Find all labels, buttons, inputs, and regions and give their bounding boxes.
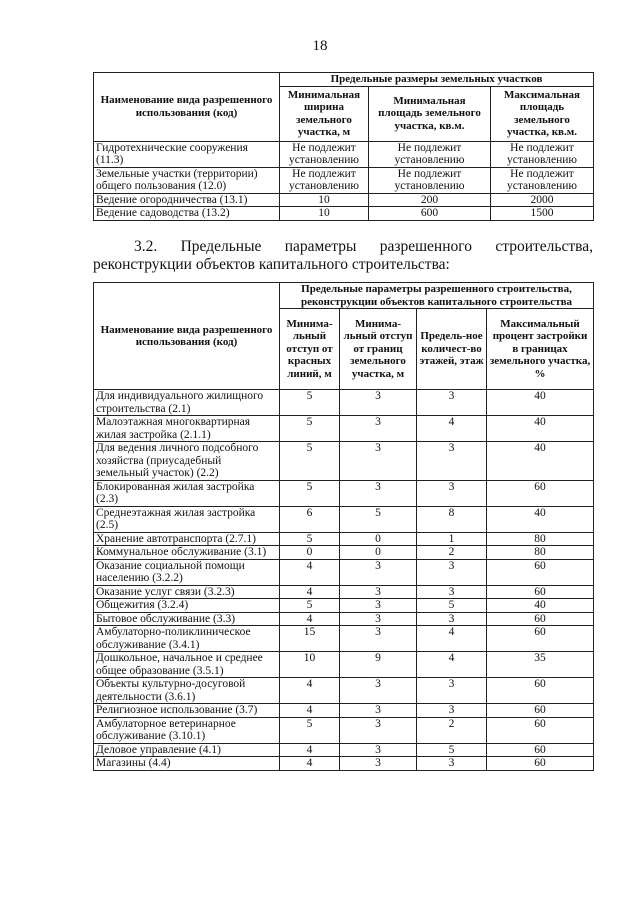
value-cell: 5 [417, 599, 487, 613]
table-row [94, 757, 594, 771]
value-cell: 60 [487, 757, 594, 771]
value-cell: 3 [417, 442, 487, 481]
construction-parameters-table [93, 282, 594, 771]
value-cell: 5 [280, 480, 340, 506]
value-cell: 40 [487, 599, 594, 613]
value-cell: 60 [487, 480, 594, 506]
value-cell: 9 [340, 652, 417, 678]
value-cell: 3 [340, 757, 417, 771]
table-row [94, 506, 594, 532]
paragraph-line: реконструкции объектов капитального строительства: [93, 256, 450, 273]
value-cell: 40 [487, 442, 594, 481]
row-name-cell: Магазины (4.4) [94, 757, 280, 771]
value-cell: 5 [280, 717, 340, 743]
value-cell: 80 [487, 532, 594, 546]
value-cell: 3 [417, 612, 487, 626]
table-row [94, 480, 594, 506]
value-cell: 1 [417, 532, 487, 546]
table-row [94, 559, 594, 585]
table-row [94, 532, 594, 546]
value-cell: 3 [340, 416, 417, 442]
value-cell: 4 [417, 652, 487, 678]
table1-name-header: Наименование вида разрешенного использования (код) [94, 73, 280, 142]
value-cell: 4 [280, 678, 340, 704]
table2-col-header: Предель-ное количест-во этажей, этаж [417, 309, 487, 390]
value-cell: 3 [417, 480, 487, 506]
paragraph-word: строительства, [495, 238, 593, 255]
value-cell: 5 [417, 743, 487, 757]
table-row [94, 546, 594, 560]
value-cell: 2 [417, 717, 487, 743]
value-cell: 3 [417, 678, 487, 704]
row-name-cell: Амбулаторно-поликлиническое обслуживание (3.4.1) [94, 626, 280, 652]
value-cell: 10 [280, 207, 369, 221]
table-row [94, 585, 594, 599]
table-row [94, 167, 594, 193]
value-cell: 4 [280, 559, 340, 585]
row-name-cell: Религиозное использование (3.7) [94, 704, 280, 718]
value-cell: 35 [487, 652, 594, 678]
table-row [94, 612, 594, 626]
value-cell: 2 [417, 546, 487, 560]
value-cell: 3 [340, 717, 417, 743]
table-row [94, 416, 594, 442]
value-cell: 600 [369, 207, 491, 221]
value-cell: 60 [487, 612, 594, 626]
value-cell: 60 [487, 717, 594, 743]
value-cell: 6 [280, 506, 340, 532]
table2-name-header: Наименование вида разрешенного использования (код) [94, 283, 280, 390]
table-row [94, 743, 594, 757]
row-name-cell: Земельные участки (территории) общего пользования (12.0) [94, 167, 280, 193]
value-cell: Не подлежит установлению [280, 141, 369, 167]
row-name-cell: Оказание социальной помощи населению (3.2.2) [94, 559, 280, 585]
value-cell: 5 [280, 442, 340, 481]
table-row [94, 626, 594, 652]
paragraph-word: параметры [284, 238, 357, 255]
value-cell: 0 [280, 546, 340, 560]
row-name-cell: Объекты культурно-досуговой деятельности (3.6.1) [94, 678, 280, 704]
row-name-cell: Оказание услуг связи (3.2.3) [94, 585, 280, 599]
table1-col-header: Минимальная площадь земельного участка, кв.м. [369, 86, 491, 141]
value-cell: 10 [280, 652, 340, 678]
value-cell: 200 [369, 193, 491, 207]
value-cell: 3 [340, 442, 417, 481]
row-name-cell: Среднеэтажная жилая застройка (2.5) [94, 506, 280, 532]
row-name-cell: Бытовое обслуживание (3.3) [94, 612, 280, 626]
table-row [94, 141, 594, 167]
value-cell: 4 [280, 757, 340, 771]
paragraph-word: 3.2. [134, 238, 158, 255]
section-paragraph [93, 238, 593, 274]
value-cell: 0 [340, 532, 417, 546]
value-cell: 3 [340, 678, 417, 704]
value-cell: 3 [417, 757, 487, 771]
table2-col-header: Максимальный процент застройки в границах земельного участка, % [487, 309, 594, 390]
value-cell: 40 [487, 416, 594, 442]
paragraph-word: Предельные [180, 238, 262, 255]
row-name-cell: Гидротехнические сооружения (11.3) [94, 141, 280, 167]
table-row [94, 193, 594, 207]
value-cell: 3 [340, 559, 417, 585]
row-name-cell: Малоэтажная многоквартирная жилая застройка (2.1.1) [94, 416, 280, 442]
row-name-cell: Ведение садоводства (13.2) [94, 207, 280, 221]
value-cell: 5 [340, 506, 417, 532]
paragraph-word: разрешенного [379, 238, 472, 255]
table-row [94, 442, 594, 481]
value-cell: 3 [340, 599, 417, 613]
value-cell: 3 [340, 390, 417, 416]
value-cell: 3 [417, 585, 487, 599]
value-cell: 4 [280, 743, 340, 757]
value-cell: 40 [487, 390, 594, 416]
value-cell: 4 [280, 704, 340, 718]
value-cell: 2000 [491, 193, 594, 207]
table1-col-header: Минимальная ширина земельного участка, м [280, 86, 369, 141]
value-cell: Не подлежит установлению [280, 167, 369, 193]
value-cell: 15 [280, 626, 340, 652]
value-cell: 40 [487, 506, 594, 532]
page-number: 18 [312, 38, 328, 54]
value-cell: 60 [487, 704, 594, 718]
table-row [94, 704, 594, 718]
table1-col-header: Максимальная площадь земельного участка, кв.м. [491, 86, 594, 141]
value-cell: Не подлежит установлению [491, 141, 594, 167]
table2-col-header: Минима-льный отступ от красных линий, м [280, 309, 340, 390]
row-name-cell: Деловое управление (4.1) [94, 743, 280, 757]
value-cell: 3 [340, 612, 417, 626]
value-cell: 4 [280, 612, 340, 626]
row-name-cell: Общежития (3.2.4) [94, 599, 280, 613]
value-cell: Не подлежит установлению [491, 167, 594, 193]
value-cell: 4 [417, 416, 487, 442]
row-name-cell: Для ведения личного подсобного хозяйства (приусадебный земельный участок) (2.2) [94, 442, 280, 481]
value-cell: 10 [280, 193, 369, 207]
row-name-cell: Хранение автотранспорта (2.7.1) [94, 532, 280, 546]
value-cell: 60 [487, 585, 594, 599]
value-cell: Не подлежит установлению [369, 167, 491, 193]
value-cell: 60 [487, 559, 594, 585]
value-cell: 60 [487, 626, 594, 652]
value-cell: 3 [340, 704, 417, 718]
row-name-cell: Ведение огородничества (13.1) [94, 193, 280, 207]
table-row [94, 652, 594, 678]
value-cell: 80 [487, 546, 594, 560]
table2-group-header: Предельные параметры разрешенного строительства, реконструкции объектов капитального строительства [280, 283, 594, 309]
row-name-cell: Для индивидуального жилищного строительства (2.1) [94, 390, 280, 416]
value-cell: 8 [417, 506, 487, 532]
value-cell: 3 [340, 743, 417, 757]
value-cell: 3 [417, 390, 487, 416]
value-cell: 3 [417, 704, 487, 718]
value-cell: 4 [417, 626, 487, 652]
table-row [94, 717, 594, 743]
row-name-cell: Дошкольное, начальное и среднее общее образование (3.5.1) [94, 652, 280, 678]
value-cell: 0 [340, 546, 417, 560]
value-cell: 1500 [491, 207, 594, 221]
table-row [94, 207, 594, 221]
value-cell: 4 [280, 585, 340, 599]
table1-group-header: Предельные размеры земельных участков [280, 73, 594, 87]
value-cell: 3 [417, 559, 487, 585]
table2-col-header: Минима-льный отступ от границ земельного участка, м [340, 309, 417, 390]
value-cell: 5 [280, 599, 340, 613]
row-name-cell: Блокированная жилая застройка (2.3) [94, 480, 280, 506]
value-cell: 5 [280, 416, 340, 442]
value-cell: 5 [280, 390, 340, 416]
land-plot-size-table [93, 72, 594, 221]
value-cell: 60 [487, 743, 594, 757]
value-cell: 60 [487, 678, 594, 704]
value-cell: 5 [280, 532, 340, 546]
table-row [94, 390, 594, 416]
value-cell: 3 [340, 480, 417, 506]
table-row [94, 599, 594, 613]
row-name-cell: Амбулаторное ветеринарное обслуживание (3.10.1) [94, 717, 280, 743]
row-name-cell: Коммунальное обслуживание (3.1) [94, 546, 280, 560]
value-cell: Не подлежит установлению [369, 141, 491, 167]
value-cell: 3 [340, 585, 417, 599]
table-row [94, 678, 594, 704]
value-cell: 3 [340, 626, 417, 652]
